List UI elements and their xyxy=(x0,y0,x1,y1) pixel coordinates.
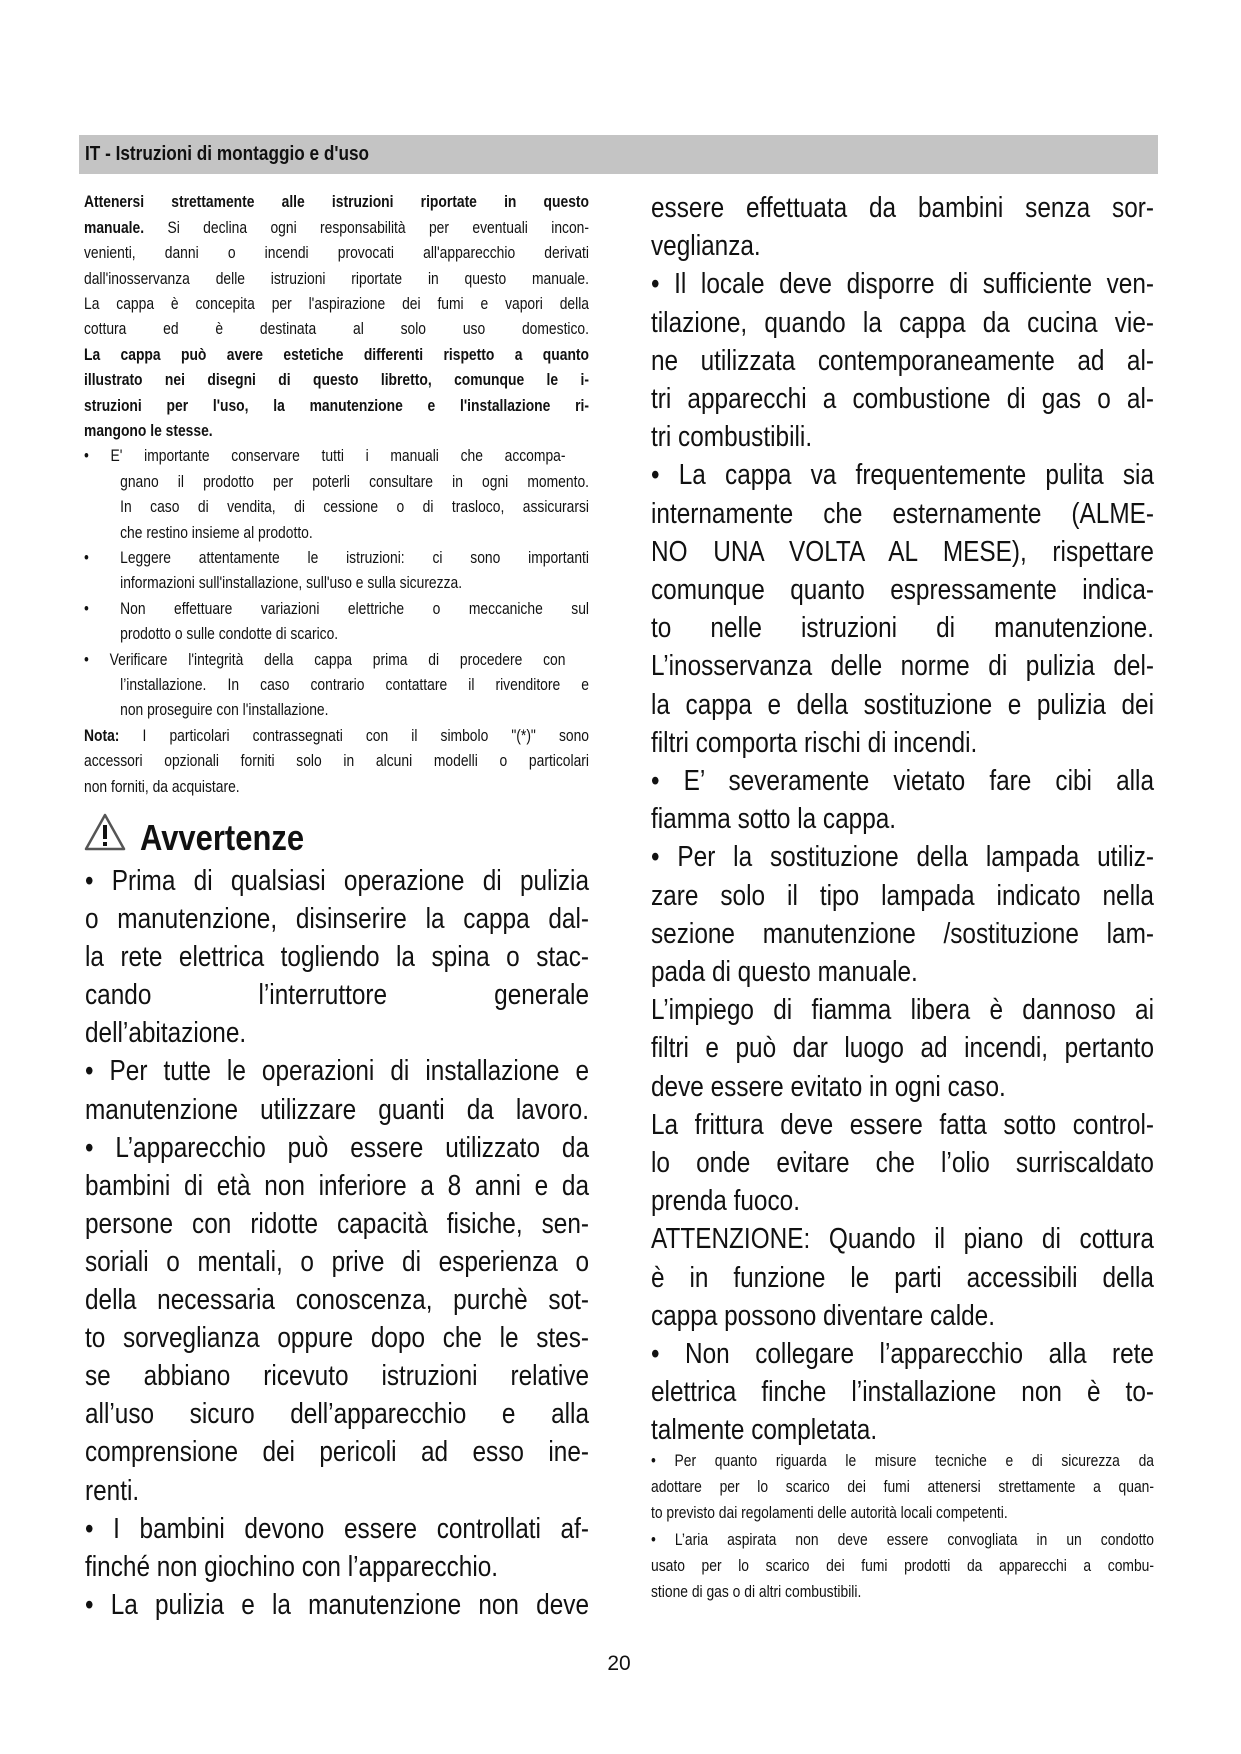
text-line: della necessaria conoscenza, purchè sot- xyxy=(85,1284,589,1317)
text-line: • La cappa va frequentemente pulita sia xyxy=(651,459,1154,492)
text-line: • La pulizia e la manutenzione non deve xyxy=(85,1588,589,1621)
text-line: zare solo il tipo lampada indicato nella xyxy=(651,879,1154,912)
text-line: usato per lo scarico dei fumi prodotti da apparecchi a combu- xyxy=(651,1556,1154,1575)
body-text: Leggere attentamente le istruzioni: ci sono importanti xyxy=(120,548,589,567)
warnings-left-text xyxy=(85,0,589,1754)
text-line: stione di gas o di altri combustibili. xyxy=(651,1582,862,1601)
bold-text: Attenersi strettamente alle istruzioni riportate in questo xyxy=(84,193,589,212)
text-line: deve essere evitato in ogni caso. xyxy=(651,1070,1006,1103)
text-line: dell’abitazione. xyxy=(85,1017,247,1050)
text-line: internamente che esternamente (ALME- xyxy=(651,497,1154,530)
text-line: la cappa e della sostituzione e pulizia dei xyxy=(651,688,1154,721)
body-text: accessori opzionali forniti solo in alcuni modelli o particolari xyxy=(84,752,589,771)
text-line: to previsto dai regolamenti delle autorità locali competenti. xyxy=(651,1504,1008,1523)
body-text: non forniti, da acquistare. xyxy=(84,777,240,796)
text-line: • Prima di qualsiasi operazione di pulizia xyxy=(85,864,589,897)
body-text: prodotto o sulle condotte di scarico. xyxy=(120,625,339,644)
text-line: sezione manutenzione /sostituzione lam- xyxy=(651,917,1154,950)
text-line: o manutenzione, disinserire la cappa dal- xyxy=(85,903,589,936)
text-line: • Per quanto riguarda le misure tecniche e di sicurezza da xyxy=(651,1451,1154,1470)
body-text: che restino insieme al prodotto. xyxy=(120,523,313,542)
body-text: l’installazione. In caso contrario contattare il rivenditore e xyxy=(120,675,589,694)
notes-right-text xyxy=(651,0,1154,1754)
text-line: to sorveglianza oppure dopo che le stes- xyxy=(85,1322,589,1355)
text-line: L’impiego di fiamma libera è dannoso ai xyxy=(651,994,1154,1027)
body-text: • E' importante conservare tutti i manuali che accompa- xyxy=(84,447,566,466)
text-line: • L’aria aspirata non deve essere convogliata in un condotto xyxy=(651,1530,1154,1549)
text-line: comprensione dei pericoli ad esso ine- xyxy=(85,1436,589,1469)
bold-text: La cappa può avere estetiche differenti rispetto a quanto xyxy=(84,345,589,364)
body-text: non proseguire con l'installazione. xyxy=(120,701,329,720)
text-line: to nelle istruzioni di manutenzione. xyxy=(651,612,1154,645)
text-line: • Per tutte le operazioni di installazione e xyxy=(85,1055,589,1088)
text-line: • I bambini devono essere controllati af- xyxy=(85,1512,589,1545)
text-line: cappa possono diventare calde. xyxy=(651,1299,995,1332)
text-line: lo onde evitare che l’olio surriscaldato xyxy=(651,1146,1154,1179)
text-line: fiamma sotto la cappa. xyxy=(651,803,897,836)
text-line: NO UNA VOLTA AL MESE), rispettare xyxy=(651,535,1154,568)
bold-text: Nota: xyxy=(84,726,120,745)
text-line: renti. xyxy=(85,1474,140,1507)
text-line: persone con ridotte capacità fisiche, sen- xyxy=(85,1207,589,1240)
text-line: • Il locale deve disporre di sufficiente ven- xyxy=(651,268,1154,301)
bold-text: manuale. xyxy=(84,218,145,237)
page-number: 20 xyxy=(607,1652,631,1675)
body-text: cottura ed è destinata al solo uso domestico. xyxy=(84,320,589,339)
text-line: elettrica finche l’installazione non è to- xyxy=(651,1376,1154,1409)
section-title: IT - Istruzioni di montaggio e d'uso xyxy=(85,143,370,165)
bold-text: illustrato nei disegni di questo libretto, comunque le i- xyxy=(84,371,589,390)
bold-text: mangono le stesse. xyxy=(84,421,213,440)
body-text: In caso di vendita, di cessione o di trasloco, assicurarsi xyxy=(120,498,589,517)
text-line: veglianza. xyxy=(651,230,761,263)
text-line: ATTENZIONE: Quando il piano di cottura xyxy=(651,1223,1154,1256)
text-line: finché non giochino con l’apparecchio. xyxy=(85,1550,499,1583)
text-line: filtri comporta rischi di incendi. xyxy=(651,726,978,759)
warnings-heading: Avvertenze xyxy=(140,817,305,858)
body-text: gnano il prodotto per poterli consultare in ogni momento. xyxy=(120,472,589,491)
text-line: è in funzione le parti accessibili della xyxy=(651,1261,1154,1294)
text-line: adottare per lo scarico dei fumi attenersi strettamente a quan- xyxy=(651,1478,1154,1497)
text-line: tri combustibili. xyxy=(651,421,813,454)
body-text: Si declina ogni responsabilità per eventuali incon- xyxy=(144,218,589,237)
body-text: Non effettuare variazioni elettriche o meccaniche sul xyxy=(120,599,589,618)
text-line: • E’ severamente vietato fare cibi alla xyxy=(651,764,1154,797)
text-line: • Per la sostituzione della lampada utiliz- xyxy=(651,841,1154,874)
text-line: se abbiano ricevuto istruzioni relative xyxy=(85,1360,589,1393)
text-line: L’inosservanza delle norme di pulizia del- xyxy=(651,650,1154,683)
text-line: tilazione, quando la cappa da cucina vie- xyxy=(651,306,1154,339)
body-text: dall'inosservanza delle istruzioni riportate in questo manuale. xyxy=(84,269,589,288)
body-text: venienti, danni o incendi provocati all'apparecchio derivati xyxy=(84,244,589,263)
text-line: filtri e può dar luogo ad incendi, pertanto xyxy=(651,1032,1154,1065)
text-line: pada di questo manuale. xyxy=(651,955,918,988)
text-line: cando l’interruttore generale xyxy=(85,979,589,1012)
text-line: bambini di età non inferiore a 8 anni e da xyxy=(85,1169,589,1202)
text-line: essere effettuata da bambini senza sor- xyxy=(651,191,1154,224)
text-line: • L’apparecchio può essere utilizzato da xyxy=(85,1131,589,1164)
text-line: • Non collegare l’apparecchio alla rete xyxy=(651,1337,1154,1370)
bullet: • xyxy=(84,548,89,567)
body-text: informazioni sull'installazione, sull'uso e sulla sicurezza. xyxy=(120,574,463,593)
body-text: La cappa è concepita per l'aspirazione dei fumi e vapori della xyxy=(84,294,589,313)
text-line: manutenzione utilizzare guanti da lavoro. xyxy=(85,1093,589,1126)
bullet: • xyxy=(84,599,89,618)
text-line: la rete elettrica togliendo la spina o stac- xyxy=(85,941,589,974)
body-text: • Verificare l'integrità della cappa prima di procedere con xyxy=(84,650,566,669)
text-line: La frittura deve essere fatta sotto control- xyxy=(651,1108,1154,1141)
bold-text: struzioni per l'uso, la manutenzione e l'installazione ri- xyxy=(84,396,589,415)
text-line: ne utilizzata contemporaneamente ad al- xyxy=(651,344,1154,377)
text-line: talmente completata. xyxy=(651,1414,878,1447)
text-line: comunque quanto espressamente indica- xyxy=(651,573,1154,606)
text-line: all’uso sicuro dell’apparecchio e alla xyxy=(85,1398,589,1431)
body-text: I particolari contrassegnati con il simbolo "(*)" sono xyxy=(119,726,589,745)
text-line: soriali o mentali, o prive di esperienza o xyxy=(85,1245,589,1278)
text-line: tri apparecchi a combustione di gas o al- xyxy=(651,382,1154,415)
text-line: prenda fuoco. xyxy=(651,1185,800,1218)
